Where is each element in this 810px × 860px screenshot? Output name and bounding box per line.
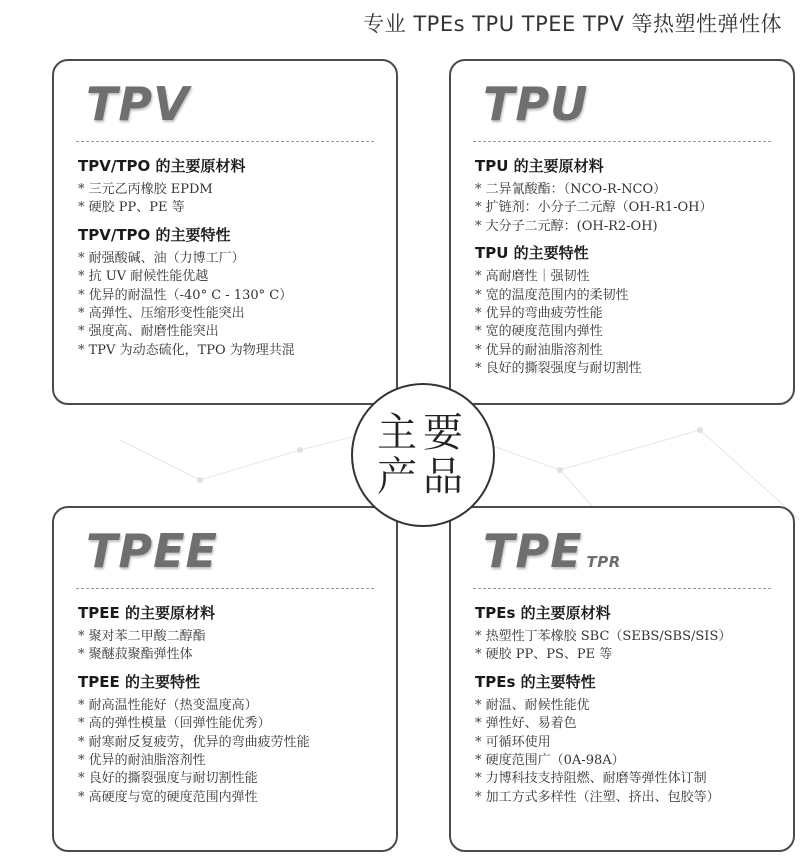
list-item: * 扩链剂：小分子二元醇（OH-R1-OH） <box>475 199 783 217</box>
divider <box>473 141 771 142</box>
card-title: TPV <box>86 77 190 131</box>
section-heading-properties: TPU 的主要特性 <box>475 244 589 263</box>
card-title: TPEE <box>86 524 218 578</box>
list-item: * 高耐磨性｜强韧性 <box>475 268 783 286</box>
badge-line-1: 主要 <box>377 410 469 456</box>
card-subtitle: TPR <box>586 553 621 571</box>
materials-list <box>78 628 386 665</box>
properties-list <box>78 697 386 807</box>
list-item: * 力博科技支持阻燃、耐磨等弹性体订制 <box>475 770 783 788</box>
list-item: * 聚醚菽聚酯弹性体 <box>78 646 386 664</box>
badge-text <box>375 411 471 499</box>
card-title: TPE TPR <box>483 524 621 578</box>
list-item: * 弹性好、易着色 <box>475 715 783 733</box>
list-item: * 抗 UV 耐候性能优越 <box>78 268 386 286</box>
list-item: * 可循环使用 <box>475 734 783 752</box>
product-card-tpv <box>52 59 398 405</box>
list-item: * 耐高温性能好（热变温度高） <box>78 697 386 715</box>
list-item: * 热塑性丁苯橡胶 SBC（SEBS/SBS/SIS） <box>475 628 783 646</box>
list-item: * 优异的耐油脂溶剂性 <box>475 342 783 360</box>
section-heading-materials: TPEE 的主要原材料 <box>78 604 215 622</box>
list-item: * 强度高、耐磨性能突出 <box>78 323 386 341</box>
list-item: * 硬胶 PP、PE 等 <box>78 199 386 217</box>
product-card-tpee <box>52 506 398 852</box>
section-heading-materials: TPU 的主要原材料 <box>475 157 604 175</box>
page-headline: 专业 TPEs TPU TPEE TPV 等热塑性弹性体 <box>363 12 782 36</box>
divider <box>76 141 374 142</box>
section-heading-materials: TPEs 的主要原材料 <box>475 604 611 622</box>
properties-list <box>78 250 386 360</box>
list-item: * 耐寒耐反复疲劳，优异的弯曲疲劳性能 <box>78 734 386 752</box>
list-item: * 良好的撕裂强度与耐切割性能 <box>78 770 386 788</box>
list-item: * 优异的耐油脂溶剂性 <box>78 752 386 770</box>
materials-list <box>475 628 783 665</box>
list-item: * 优异的耐温性（-40° C - 130° C） <box>78 287 386 305</box>
list-item: * 硬胶 PP、PS、PE 等 <box>475 646 783 664</box>
list-item: * 硬度范围广（0A-98A） <box>475 752 783 770</box>
list-item: * 高的弹性模量（回弹性能优秀） <box>78 715 386 733</box>
list-item: * 良好的撕裂强度与耐切割性 <box>475 360 783 378</box>
divider <box>473 588 771 589</box>
properties-list <box>475 697 783 807</box>
materials-list <box>475 181 783 236</box>
list-item: * 加工方式多样性（注塑、挤出、包胶等） <box>475 789 783 807</box>
list-item: * 耐温、耐候性能优 <box>475 697 783 715</box>
list-item: * 大分子二元醇：(OH-R2-OH) <box>475 218 783 236</box>
list-item: * 宽的硬度范围内弹性 <box>475 323 783 341</box>
section-heading-properties: TPEs 的主要特性 <box>475 672 596 691</box>
badge-line-2: 产品 <box>377 454 469 500</box>
section-heading-properties: TPEE 的主要特性 <box>78 672 200 691</box>
section-heading-materials: TPV/TPO 的主要原材料 <box>78 157 246 175</box>
list-item: * 耐强酸碱、油（力博工厂） <box>78 250 386 268</box>
card-title: TPU <box>483 77 589 131</box>
materials-list <box>78 181 386 218</box>
list-item: * TPV 为动态硫化，TPO 为物理共混 <box>78 342 386 360</box>
main-products-badge <box>351 383 495 527</box>
product-card-tpu <box>449 59 795 405</box>
list-item: * 宽的温度范围内的柔韧性 <box>475 287 783 305</box>
section-heading-properties: TPV/TPO 的主要特性 <box>78 225 231 244</box>
list-item: * 三元乙丙橡胶 EPDM <box>78 181 386 199</box>
list-item: * 优异的弯曲疲劳性能 <box>475 305 783 323</box>
product-card-tpe <box>449 506 795 852</box>
list-item: * 聚对苯二甲酸二醇酯 <box>78 628 386 646</box>
list-item: * 二异氰酸酯：（NCO-R-NCO） <box>475 181 783 199</box>
list-item: * 高弹性、压缩形变性能突出 <box>78 305 386 323</box>
list-item: * 高硬度与宽的硬度范围内弹性 <box>78 789 386 807</box>
divider <box>76 588 374 589</box>
properties-list <box>475 268 783 378</box>
